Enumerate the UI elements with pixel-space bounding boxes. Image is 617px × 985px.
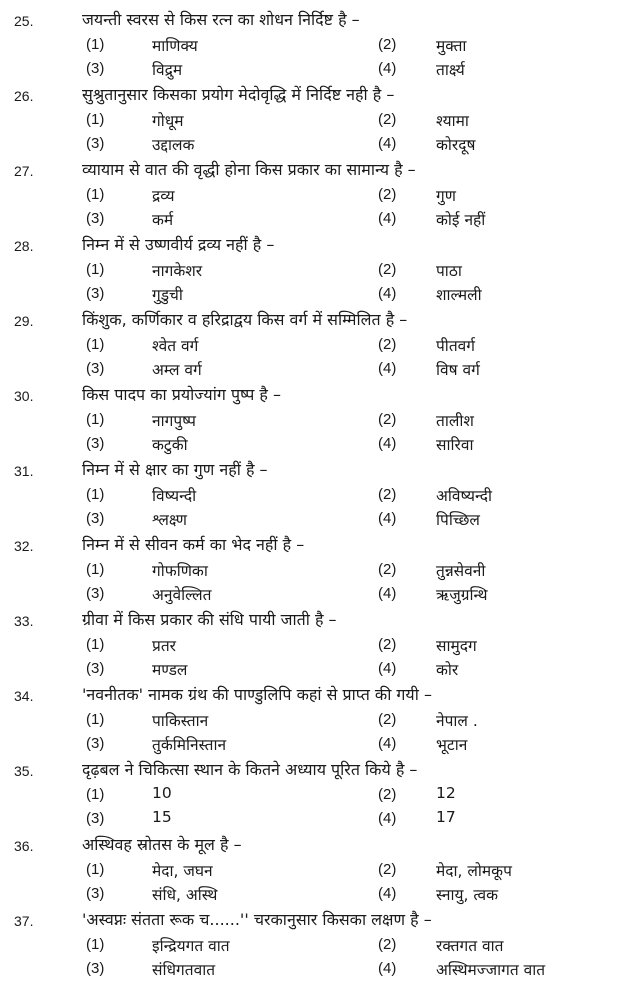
option-text: मेदा, लोमकूप — [436, 862, 512, 880]
option-text: अविष्यन्दी — [436, 487, 493, 505]
option-text: द्रव्य — [152, 187, 175, 205]
question-text: किंशुक, कर्णिकार व हरिद्राद्वय किस वर्ग में सम्मिलित है – — [82, 310, 408, 329]
option-number: (4) — [378, 285, 397, 302]
option-number: (1) — [86, 36, 105, 53]
option-number: (1) — [86, 786, 105, 803]
option-number: (1) — [86, 186, 105, 203]
question-stem — [0, 833, 617, 857]
question-text: व्यायाम से वात की वृद्धी होना किस प्रकार का सामान्य है – — [82, 160, 416, 179]
option-number: (3) — [86, 960, 105, 977]
option-text: भूटान — [436, 736, 468, 754]
option-text: अनुवेल्लित — [152, 586, 212, 604]
question-stem — [0, 383, 617, 407]
option-number: (2) — [378, 411, 397, 428]
option-text: सामुदग — [436, 637, 477, 655]
option-number: (2) — [378, 36, 397, 53]
question-text: किस पादप का प्रयोज्यांग पुष्प है – — [82, 385, 281, 404]
option-text: श्यामा — [436, 112, 469, 130]
question-text: अस्थिवह स्रोतस के मूल है – — [82, 835, 242, 854]
question-number: 35. — [14, 763, 34, 779]
question-block — [0, 681, 617, 756]
question-stem — [0, 608, 617, 632]
option-text: संधि, अस्थि — [152, 886, 218, 904]
option-text: विष्यन्दी — [152, 487, 197, 505]
option-number: (1) — [86, 636, 105, 653]
question-stem — [0, 83, 617, 107]
option-number: (4) — [378, 135, 397, 152]
question-block — [0, 756, 617, 831]
question-text: दृढ़बल ने चिकित्सा स्थान के कितने अध्याय पूरित किये है – — [82, 760, 418, 779]
question-block — [0, 231, 617, 306]
option-text: मेदा, जघन — [152, 862, 213, 880]
option-text: कोई नहीं — [436, 211, 486, 229]
option-number: (4) — [378, 435, 397, 452]
question-text: सुश्रुतानुसार किसका प्रयोग मेदोवृद्धि में निर्दिष्ट नही है – — [82, 85, 395, 104]
option-text: पाकिस्तान — [152, 712, 209, 730]
option-number: (4) — [378, 360, 397, 377]
question-number: 28. — [14, 238, 34, 254]
option-number: (3) — [86, 210, 105, 227]
option-text: 12 — [436, 784, 456, 802]
option-text: गोधूम — [152, 112, 184, 130]
question-block — [0, 306, 617, 381]
question-block — [0, 156, 617, 231]
option-text: कटुकी — [152, 436, 188, 454]
option-number: (2) — [378, 336, 397, 353]
question-block — [0, 81, 617, 156]
question-block — [0, 831, 617, 906]
option-number: (4) — [378, 735, 397, 752]
question-text: जयन्ती स्वरस से किस रत्न का शोधन निर्दिष्ट है – — [82, 10, 360, 29]
question-text: 'नवनीतक' नामक ग्रंथ की पाण्डुलिपि कहां से प्राप्त की गयी – — [82, 685, 432, 704]
question-block — [0, 381, 617, 456]
option-text: नेपाल . — [436, 712, 478, 730]
option-text: गुडुची — [152, 286, 183, 304]
option-number: (1) — [86, 411, 105, 428]
option-number: (2) — [378, 561, 397, 578]
option-number: (4) — [378, 660, 397, 677]
question-block — [0, 906, 617, 981]
option-text: श्वेत वर्ग — [152, 337, 199, 355]
question-number: 32. — [14, 538, 34, 554]
option-number: (1) — [86, 936, 105, 953]
option-number: (3) — [86, 435, 105, 452]
option-number: (2) — [378, 186, 397, 203]
question-stem — [0, 533, 617, 557]
question-number: 33. — [14, 613, 34, 629]
option-number: (4) — [378, 510, 397, 527]
option-text: तालीश — [436, 412, 474, 430]
option-number: (3) — [86, 360, 105, 377]
question-stem — [0, 8, 617, 32]
option-text: मण्डल — [152, 661, 188, 679]
question-text: निम्न में से सीवन कर्म का भेद नहीं है – — [82, 535, 305, 554]
option-number: (3) — [86, 135, 105, 152]
option-text: शाल्मली — [436, 286, 482, 304]
option-number: (4) — [378, 60, 397, 77]
question-stem — [0, 458, 617, 482]
option-text: नागकेशर — [152, 262, 203, 280]
option-number: (4) — [378, 960, 397, 977]
option-number: (2) — [378, 636, 397, 653]
question-block — [0, 6, 617, 81]
option-number: (3) — [86, 60, 105, 77]
option-text: तार्क्ष्य — [436, 61, 465, 79]
question-stem — [0, 308, 617, 332]
option-text: तुर्कमिनिस्तान — [152, 736, 227, 754]
option-text: अम्ल वर्ग — [152, 361, 202, 379]
option-number: (1) — [86, 486, 105, 503]
question-number: 37. — [14, 913, 34, 929]
option-number: (2) — [378, 936, 397, 953]
option-text: कर्म — [152, 211, 174, 229]
option-text: श्लक्ष्ण — [152, 511, 187, 529]
option-text: तुन्नसेवनी — [436, 562, 486, 580]
question-stem — [0, 233, 617, 257]
option-number: (4) — [378, 885, 397, 902]
question-text: ग्रीवा में किस प्रकार की संधि पायी जाती है – — [82, 610, 337, 629]
question-stem — [0, 758, 617, 782]
option-number: (3) — [86, 285, 105, 302]
option-number: (2) — [378, 711, 397, 728]
option-number: (2) — [378, 786, 397, 803]
question-block — [0, 606, 617, 681]
option-number: (2) — [378, 111, 397, 128]
option-number: (3) — [86, 885, 105, 902]
option-number: (4) — [378, 210, 397, 227]
option-text: स्नायु, त्वक — [436, 886, 499, 904]
question-number: 36. — [14, 838, 34, 854]
option-number: (3) — [86, 735, 105, 752]
option-number: (3) — [86, 585, 105, 602]
option-text: मुक्ता — [436, 37, 467, 55]
question-number: 27. — [14, 163, 34, 179]
question-stem — [0, 908, 617, 932]
question-number: 30. — [14, 388, 34, 404]
option-text: कोरदूष — [436, 136, 476, 154]
question-stem — [0, 683, 617, 707]
option-number: (2) — [378, 861, 397, 878]
question-number: 29. — [14, 313, 34, 329]
option-text: पीतवर्ग — [436, 337, 475, 355]
option-text: गुण — [436, 187, 456, 205]
option-text: सारिवा — [436, 436, 474, 454]
option-text: 15 — [152, 808, 172, 826]
question-number: 26. — [14, 88, 34, 104]
option-number: (4) — [378, 585, 397, 602]
question-text: निम्न में से उष्णवीर्य द्रव्य नहीं है – — [82, 235, 275, 254]
option-number: (2) — [378, 261, 397, 278]
option-text: प्रतर — [152, 637, 176, 655]
option-number: (1) — [86, 336, 105, 353]
question-number: 34. — [14, 688, 34, 704]
question-block — [0, 456, 617, 531]
option-text: विद्रुम — [152, 61, 183, 79]
option-number: (1) — [86, 711, 105, 728]
option-text: पाठा — [436, 262, 462, 280]
option-text: इन्द्रियगत वात — [152, 937, 230, 955]
option-text: अस्थिमज्जागत वात — [436, 961, 546, 979]
option-number: (3) — [86, 810, 105, 827]
option-number: (2) — [378, 486, 397, 503]
question-stem — [0, 158, 617, 182]
option-text: नागपुष्प — [152, 412, 196, 430]
option-text: माणिक्य — [152, 37, 198, 55]
option-text: ऋजुग्रन्थि — [436, 586, 488, 604]
option-number: (1) — [86, 261, 105, 278]
option-text: उद्दालक — [152, 136, 195, 154]
option-number: (1) — [86, 861, 105, 878]
option-number: (1) — [86, 111, 105, 128]
option-text: पिच्छिल — [436, 511, 480, 529]
option-text: 10 — [152, 784, 172, 802]
option-number: (4) — [378, 810, 397, 827]
option-number: (3) — [86, 660, 105, 677]
question-text: निम्न में से क्षार का गुण नहीं है – — [82, 460, 268, 479]
question-number: 25. — [14, 13, 34, 29]
option-number: (1) — [86, 561, 105, 578]
question-block — [0, 531, 617, 606]
question-text: 'अस्वप्नः संतता रूक च......'' चरकानुसार किसका लक्षण है – — [82, 910, 432, 929]
option-number: (3) — [86, 510, 105, 527]
option-text: गोफणिका — [152, 562, 208, 580]
option-text: कोर — [436, 661, 459, 679]
question-number: 31. — [14, 463, 34, 479]
option-text: संधिगतवात — [152, 961, 216, 979]
option-text: विष वर्ग — [436, 361, 480, 379]
option-text: रक्तगत वात — [436, 937, 504, 955]
option-text: 17 — [436, 808, 456, 826]
